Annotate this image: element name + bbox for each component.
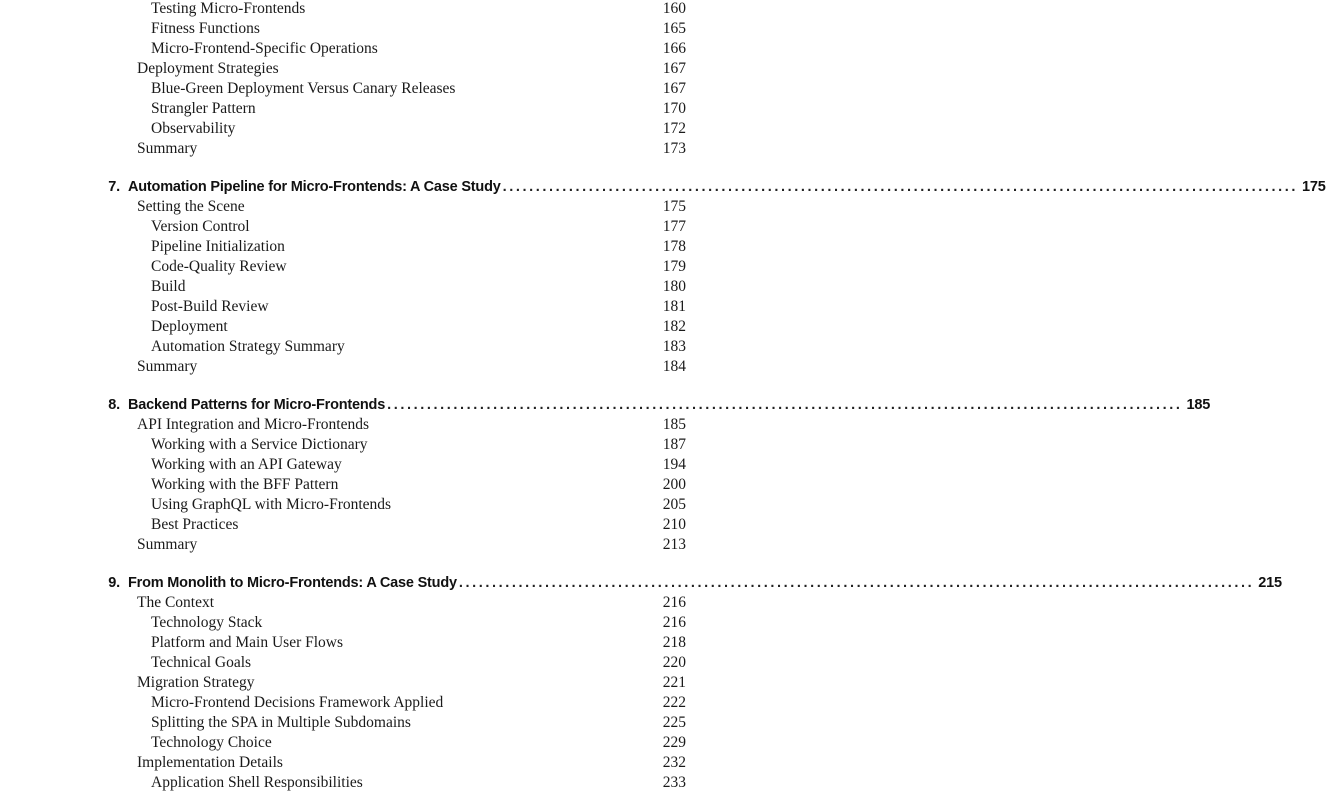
subsection-title: Micro-Frontend-Specific Operations xyxy=(151,40,378,57)
subsection-title: Technology Stack xyxy=(151,614,263,631)
subsection-entry xyxy=(151,455,686,475)
subsection-entry xyxy=(151,257,686,277)
subsection-title: Automation Strategy Summary xyxy=(151,338,345,355)
subsection-entry xyxy=(151,99,686,119)
page-number: 225 xyxy=(662,714,686,731)
chapter-entry xyxy=(90,573,1282,593)
page-number: 182 xyxy=(662,318,686,335)
subsection-entry xyxy=(151,435,686,455)
subsection-entry xyxy=(151,19,686,39)
subsection-title: Pipeline Initialization xyxy=(151,238,285,255)
section-entry xyxy=(137,535,686,555)
dot-leader: ........................................................................................................................ xyxy=(458,575,1255,591)
subsection-title: Deployment xyxy=(151,318,228,335)
section-title: Summary xyxy=(137,536,198,553)
subsection-title: Testing Micro-Frontends xyxy=(151,0,306,17)
subsection-title: Blue-Green Deployment Versus Canary Releases xyxy=(151,80,456,97)
section-title: Migration Strategy xyxy=(137,674,255,691)
subsection-entry xyxy=(151,613,686,633)
subsection-title: Working with the BFF Pattern xyxy=(151,476,339,493)
chapter-page-number: 185 xyxy=(1186,397,1211,413)
subsection-title: Working with an API Gateway xyxy=(151,456,342,473)
subsection-title: Technology Choice xyxy=(151,734,272,751)
page-number: 233 xyxy=(662,774,686,791)
page-number: 216 xyxy=(662,594,686,611)
subsection-entry xyxy=(151,653,686,673)
subsection-entry xyxy=(151,237,686,257)
subsection-entry xyxy=(151,277,686,297)
subsection-entry xyxy=(151,297,686,317)
page-number: 200 xyxy=(662,476,686,493)
page-number: 222 xyxy=(662,694,686,711)
page-number: 194 xyxy=(662,456,686,473)
subsection-title: Best Practices xyxy=(151,516,239,533)
subsection-entry xyxy=(151,119,686,139)
section-title: Setting the Scene xyxy=(137,198,245,215)
dot-leader: ........................................................................................................................ xyxy=(387,397,1183,413)
subsection-entry xyxy=(151,633,686,653)
section-entry xyxy=(137,197,686,217)
subsection-title: Code-Quality Review xyxy=(151,258,287,275)
chapter-number: 7. xyxy=(108,179,120,195)
page-number: 180 xyxy=(662,278,686,295)
page-number: 181 xyxy=(662,298,686,315)
page-number: 220 xyxy=(662,654,686,671)
page-number: 205 xyxy=(662,496,686,513)
subsection-entry xyxy=(151,317,686,337)
subsection-title: Build xyxy=(151,278,186,295)
chapter-title: Backend Patterns for Micro-Frontends xyxy=(128,397,386,413)
subsection-entry xyxy=(151,495,686,515)
subsection-title: Strangler Pattern xyxy=(151,100,256,117)
subsection-title: Fitness Functions xyxy=(151,20,260,37)
section-entry xyxy=(137,357,686,377)
page-number: 167 xyxy=(662,80,686,97)
page-number: 172 xyxy=(662,120,686,137)
chapter-page-number: 175 xyxy=(1302,179,1326,195)
subsection-entry xyxy=(151,733,686,753)
subsection-entry xyxy=(151,773,686,793)
subsection-title: Splitting the SPA in Multiple Subdomains xyxy=(151,714,411,731)
section-title: API Integration and Micro-Frontends xyxy=(137,416,370,433)
page-number: 165 xyxy=(662,20,686,37)
subsection-entry xyxy=(151,515,686,535)
subsection-entry xyxy=(151,0,686,19)
page-number: 185 xyxy=(662,416,686,433)
subsection-title: Technical Goals xyxy=(151,654,252,671)
page-number: 173 xyxy=(662,140,686,157)
page-number: 213 xyxy=(662,536,686,553)
section-title: The Context xyxy=(137,594,215,611)
page-number: 210 xyxy=(662,516,686,533)
subsection-title: Post-Build Review xyxy=(151,298,269,315)
section-entry xyxy=(137,415,686,435)
chapter-number: 8. xyxy=(108,397,120,413)
subsection-title: Observability xyxy=(151,120,236,137)
page-number: 183 xyxy=(662,338,686,355)
page-number: 179 xyxy=(662,258,686,275)
subsection-entry xyxy=(151,217,686,237)
subsection-title: Platform and Main User Flows xyxy=(151,634,344,651)
page-number: 167 xyxy=(662,60,686,77)
subsection-entry xyxy=(151,39,686,59)
page-number: 177 xyxy=(662,218,686,235)
page-number: 184 xyxy=(662,358,686,375)
chapter-page-number: 215 xyxy=(1258,575,1282,591)
dot-leader: ........................................................................................................................ xyxy=(502,179,1299,195)
chapter-title: From Monolith to Micro-Frontends: A Case Study xyxy=(128,575,457,591)
page-number: 229 xyxy=(662,734,686,751)
chapter-title: Automation Pipeline for Micro-Frontends: A Case Study xyxy=(128,179,501,195)
page-number: 175 xyxy=(662,198,686,215)
section-entry xyxy=(137,753,686,773)
subsection-entry xyxy=(151,337,686,357)
subsection-title: Micro-Frontend Decisions Framework Applied xyxy=(151,694,444,711)
chapter-entry xyxy=(90,177,1326,197)
page-number: 218 xyxy=(662,634,686,651)
subsection-title: Application Shell Responsibilities xyxy=(151,774,363,791)
page-number: 166 xyxy=(662,40,686,57)
chapter-number: 9. xyxy=(108,575,120,591)
page-number: 232 xyxy=(662,754,686,771)
page-number: 216 xyxy=(662,614,686,631)
subsection-title: Version Control xyxy=(151,218,250,235)
page-number: 178 xyxy=(662,238,686,255)
page-number: 170 xyxy=(662,100,686,117)
section-title: Summary xyxy=(137,358,198,375)
page-number: 187 xyxy=(662,436,686,453)
subsection-title: Using GraphQL with Micro-Frontends xyxy=(151,496,392,513)
subsection-entry xyxy=(151,713,686,733)
subsection-entry xyxy=(151,693,686,713)
page-number: 221 xyxy=(662,674,686,691)
page-number: 160 xyxy=(662,0,686,17)
section-title: Deployment Strategies xyxy=(137,60,279,77)
subsection-entry xyxy=(151,79,686,99)
subsection-title: Working with a Service Dictionary xyxy=(151,436,368,453)
section-entry xyxy=(137,593,686,613)
section-entry xyxy=(137,59,686,79)
section-title: Implementation Details xyxy=(137,754,283,771)
section-title: Summary xyxy=(137,140,198,157)
section-entry xyxy=(137,673,686,693)
subsection-entry xyxy=(151,475,686,495)
section-entry xyxy=(137,139,686,159)
chapter-entry xyxy=(90,395,1211,415)
